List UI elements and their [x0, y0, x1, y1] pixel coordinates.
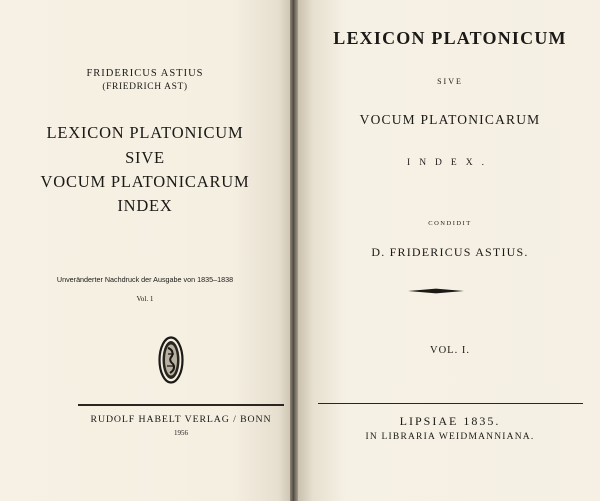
- left-title-line-4: INDEX: [117, 196, 173, 215]
- reprint-note: Unveränderter Nachdruck der Ausgabe von 1835–1838: [56, 275, 234, 284]
- right-divider: [318, 403, 583, 404]
- left-divider: [78, 404, 284, 406]
- left-volume: Vol. 1: [136, 295, 154, 303]
- right-author: D. FRIDERICUS ASTIUS.: [371, 245, 529, 259]
- left-page: [0, 0, 290, 501]
- imprint-place-year: LIPSIAE 1835.: [399, 414, 501, 428]
- right-condidit: CONDIDIT: [428, 220, 472, 227]
- publisher-name: RUDOLF HABELT VERLAG / BONN: [90, 414, 272, 425]
- left-title-line-2: SIVE: [125, 148, 165, 167]
- right-sive: SIVE: [437, 77, 463, 86]
- right-index: INDEX.: [407, 158, 493, 168]
- right-volume: VOL. I.: [430, 345, 470, 356]
- left-title-line-3: VOCUM PLATONICARUM: [40, 172, 250, 191]
- author-german: (FRIEDRICH AST): [102, 82, 188, 92]
- publisher-seal-icon: [158, 336, 184, 384]
- reprint-year: 1956: [174, 429, 188, 437]
- left-title-line-1: LEXICON PLATONICUM: [46, 123, 244, 142]
- right-title: LEXICON PLATONICUM: [333, 28, 567, 48]
- right-subtitle: VOCUM PLATONICARUM: [359, 112, 541, 127]
- imprint-publisher: IN LIBRARIA WEIDMANNIANA.: [365, 432, 535, 442]
- author-latin: FRIDERICUS ASTIUS: [86, 68, 204, 79]
- ornament-rule-icon: [408, 287, 464, 295]
- book-gutter: [290, 0, 298, 501]
